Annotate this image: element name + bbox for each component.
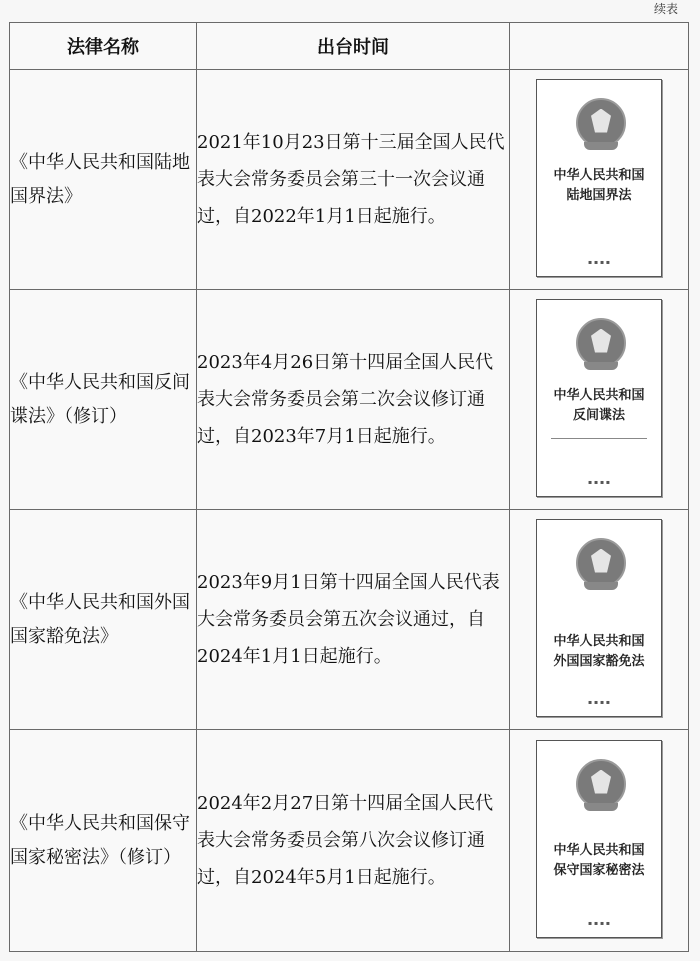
enact-time-cell: 2024年2月27日第十四届全国人民代表大会常务委员会第八次会议修订通过，自2024年5月1日起施行。 — [197, 730, 510, 952]
table-row — [10, 730, 689, 952]
table-row — [10, 70, 689, 290]
table-header-row — [10, 23, 689, 70]
header-enact-time: 出台时间 — [197, 23, 510, 70]
law-name-cell: 《中华人民共和国反间谍法》（修订） — [10, 290, 197, 510]
law-name-cell: 《中华人民共和国保守国家秘密法》（修订） — [10, 730, 197, 952]
header-cover — [510, 23, 689, 70]
book-cover-cell — [510, 290, 689, 510]
table-row — [10, 290, 689, 510]
continued-label: 续表 — [653, 2, 678, 16]
book-cover-image — [536, 740, 662, 938]
national-emblem-icon — [576, 538, 626, 588]
book-cover-cell — [510, 70, 689, 290]
book-cover-cell — [510, 730, 689, 952]
publisher-mark: ▪ ▪ ▪ ▪ — [588, 698, 610, 706]
publisher-mark: ▪ ▪ ▪ ▪ — [588, 258, 610, 266]
book-cover-title: 中华人民共和国 外国国家豁免法 — [553, 633, 645, 669]
book-cover-image — [536, 519, 662, 717]
book-cover-cell — [510, 510, 689, 730]
law-table — [9, 22, 689, 952]
enact-time-cell: 2021年10月23日第十三届全国人民代表大会常务委员会第三十一次会议通过，自2022年1月1日起施行。 — [197, 70, 510, 290]
law-name-cell: 《中华人民共和国陆地国界法》 — [10, 70, 197, 290]
enact-time-cell: 2023年9月1日第十四届全国人民代表大会常务委员会第五次会议通过，自2024年1月1日起施行。 — [197, 510, 510, 730]
book-cover-image — [536, 79, 662, 277]
book-cover-title: 中华人民共和国 保守国家秘密法 — [553, 842, 645, 878]
publisher-mark: ▪ ▪ ▪ ▪ — [588, 919, 610, 927]
national-emblem-icon — [576, 759, 626, 809]
book-cover-title: 中华人民共和国 反间谍法 — [553, 387, 645, 423]
book-cover-title: 中华人民共和国 陆地国界法 — [553, 167, 645, 203]
national-emblem-icon — [576, 98, 626, 148]
national-emblem-icon — [576, 318, 626, 368]
publisher-mark: ▪ ▪ ▪ ▪ — [588, 478, 610, 486]
header-law-name: 法律名称 — [10, 23, 197, 70]
cover-divider — [551, 438, 647, 439]
table-row — [10, 510, 689, 730]
enact-time-cell: 2023年4月26日第十四届全国人民代表大会常务委员会第二次会议修订通过，自2023年7月1日起施行。 — [197, 290, 510, 510]
law-name-cell: 《中华人民共和国外国国家豁免法》 — [10, 510, 197, 730]
book-cover-image — [536, 299, 662, 497]
